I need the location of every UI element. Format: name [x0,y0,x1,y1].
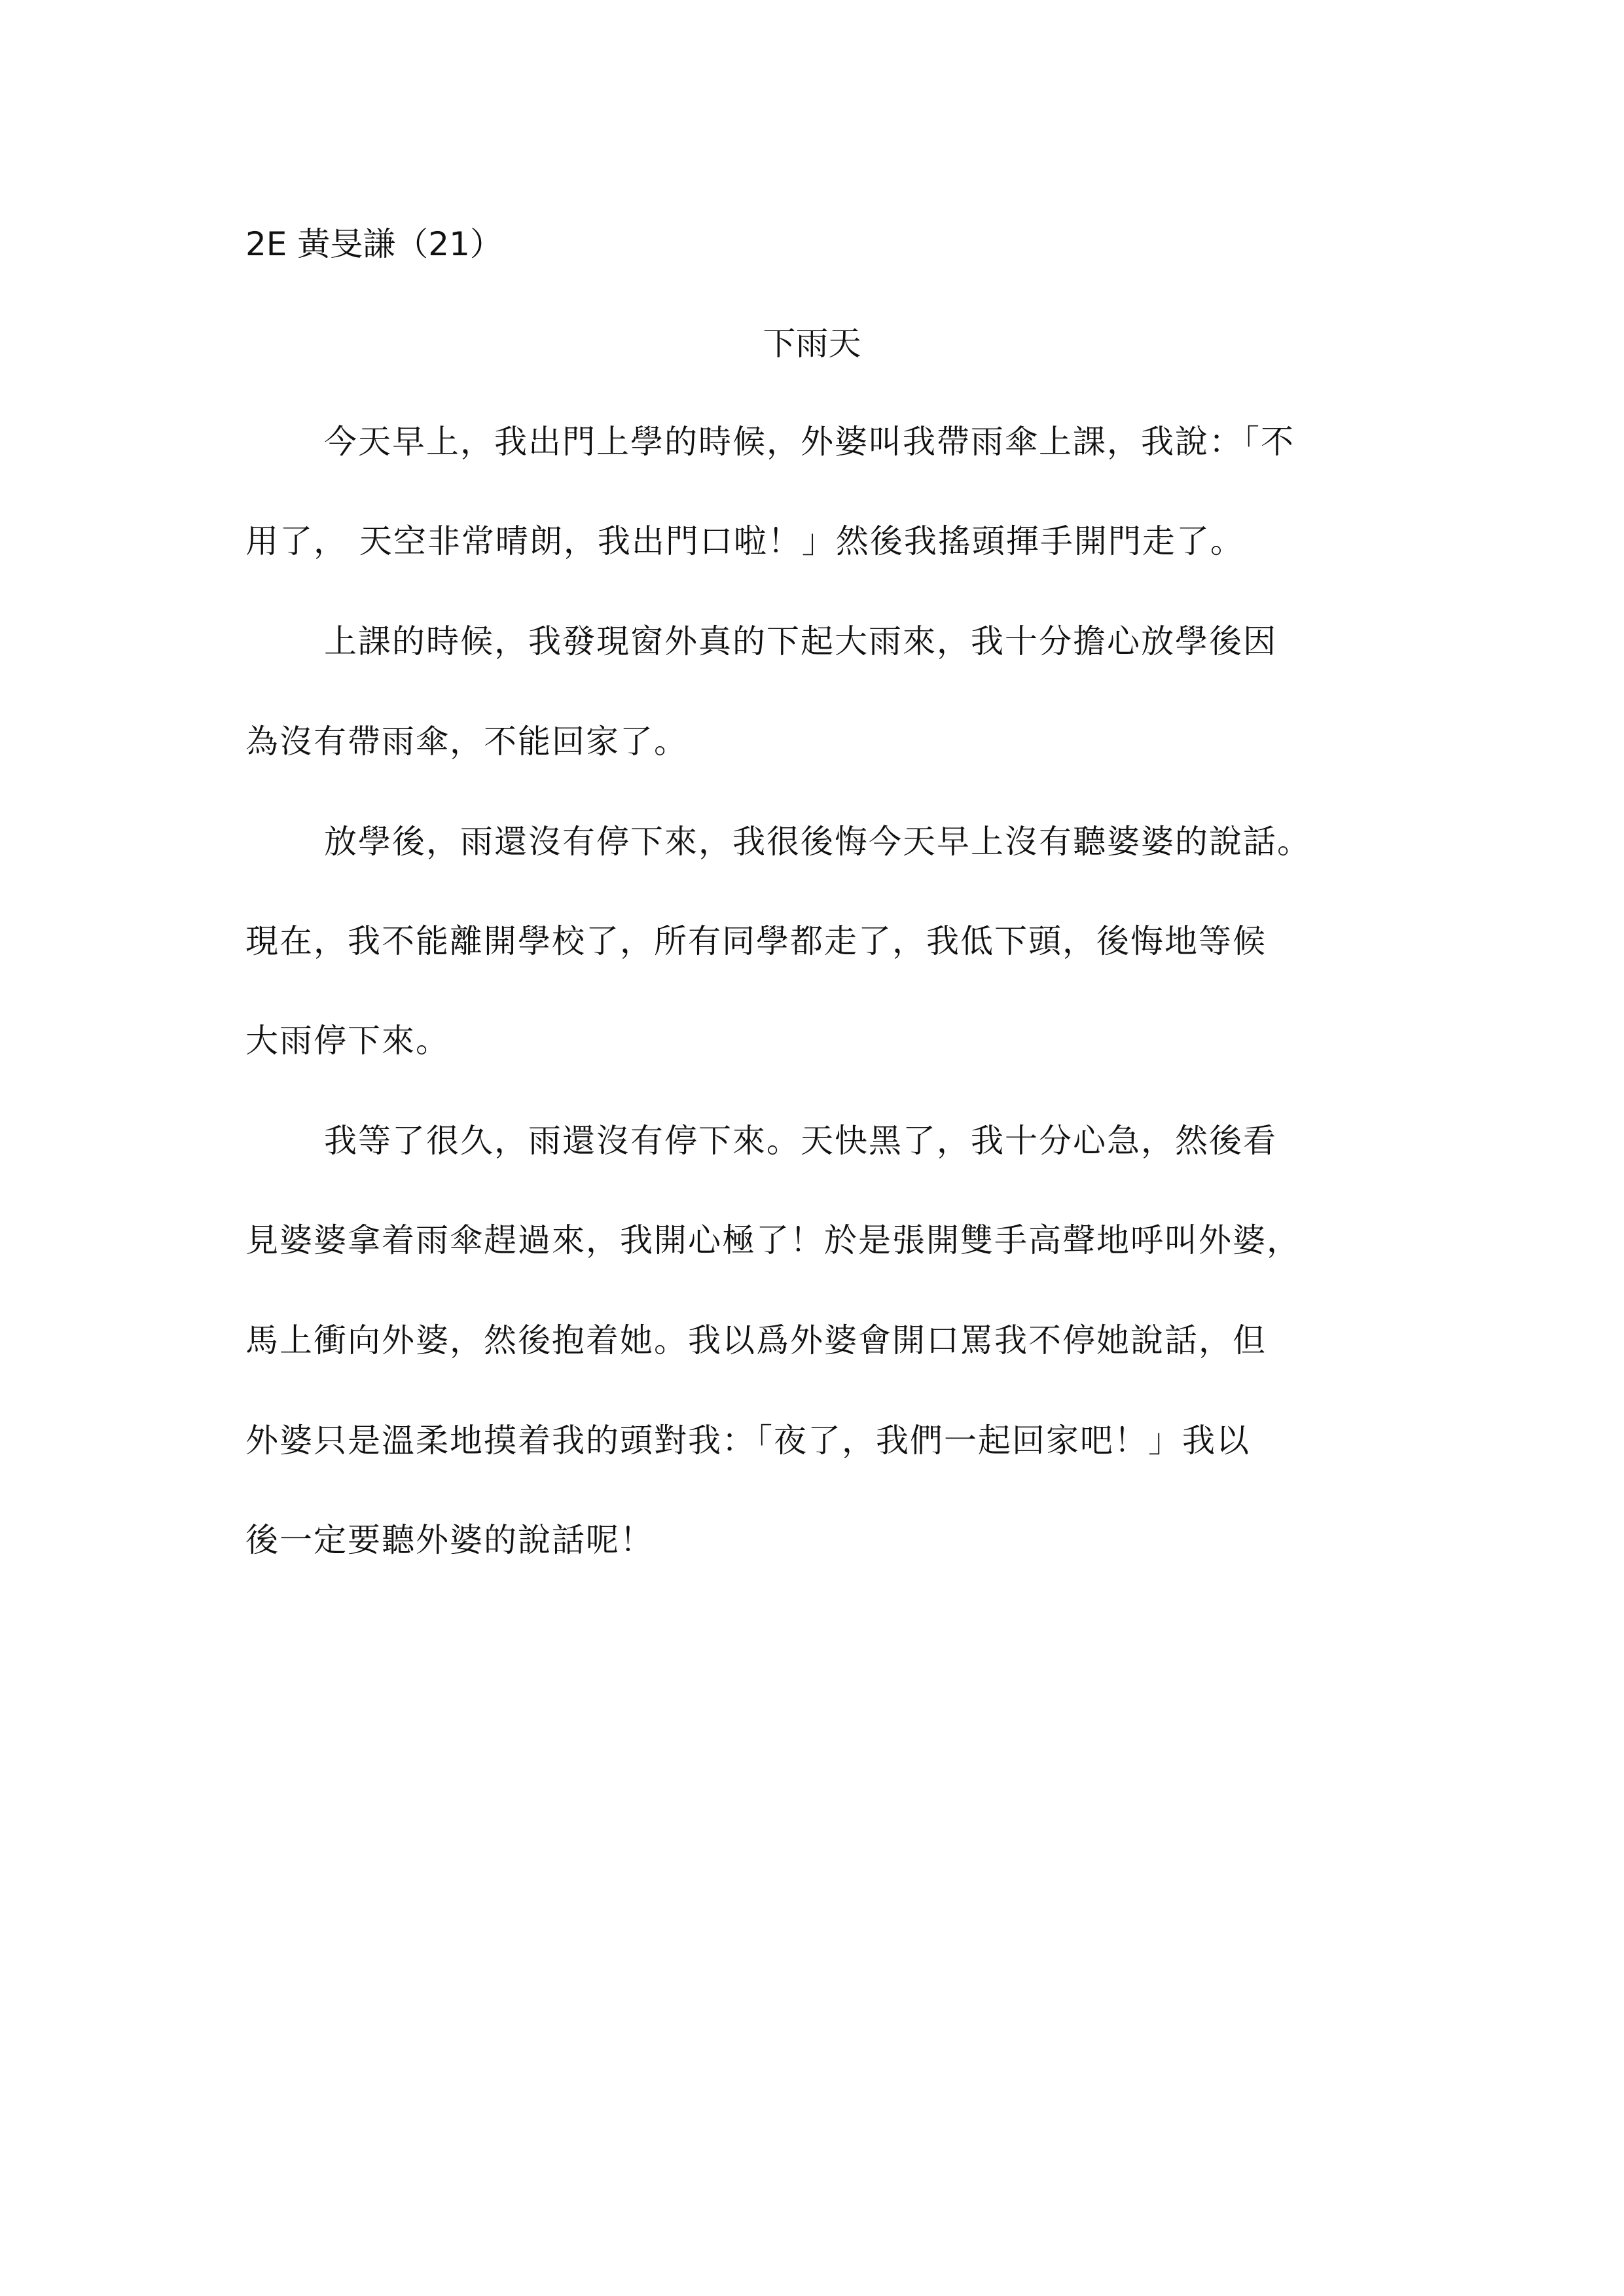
paragraph-2-line-2: 為沒有帶雨傘，不能回家了。 [245,723,688,761]
paragraph-3-line-2: 現在，我不能離開學校了，所有同學都走了，我低下頭，後悔地等候 [245,922,1267,960]
paragraph-4-line-5: 後一定要聽外婆的說話呢！ [245,1521,654,1559]
paragraph-2-line-1: 上課的時候，我發現窗外真的下起大雨來，我十分擔心放學後因 [324,622,1277,660]
essay-title: 下雨天 [763,325,861,363]
paragraph-4-line-2: 見婆婆拿着雨傘趕過來，我開心極了！於是張開雙手高聲地呼叫外婆， [245,1221,1301,1259]
paragraph-3-line-1: 放學後，雨還沒有停下來，我很後悔今天早上沒有聽婆婆的說話。 [324,823,1311,861]
paragraph-1-line-1: 今天早上，我出門上學的時候，外婆叫我帶雨傘上課，我說：「不 [324,423,1295,461]
paragraph-4-line-1: 我等了很久，雨還沒有停下來。天快黑了，我十分心急，然後看 [324,1122,1277,1160]
paragraph-1-line-2: 用了， 天空非常晴朗，我出門口啦！」然後我搖頭揮手開門走了。 [245,522,1244,560]
paragraph-4-line-4: 外婆只是溫柔地摸着我的頭對我：「夜了，我們一起回家吧！」我以 [245,1422,1250,1460]
paragraph-3-line-3: 大雨停下來。 [245,1022,450,1060]
student-info-header: 2E 黃旻謙（21） [245,225,503,263]
paragraph-4-line-3: 馬上衝向外婆，然後抱着她。我以爲外婆會開口罵我不停她說話，但 [245,1321,1267,1359]
